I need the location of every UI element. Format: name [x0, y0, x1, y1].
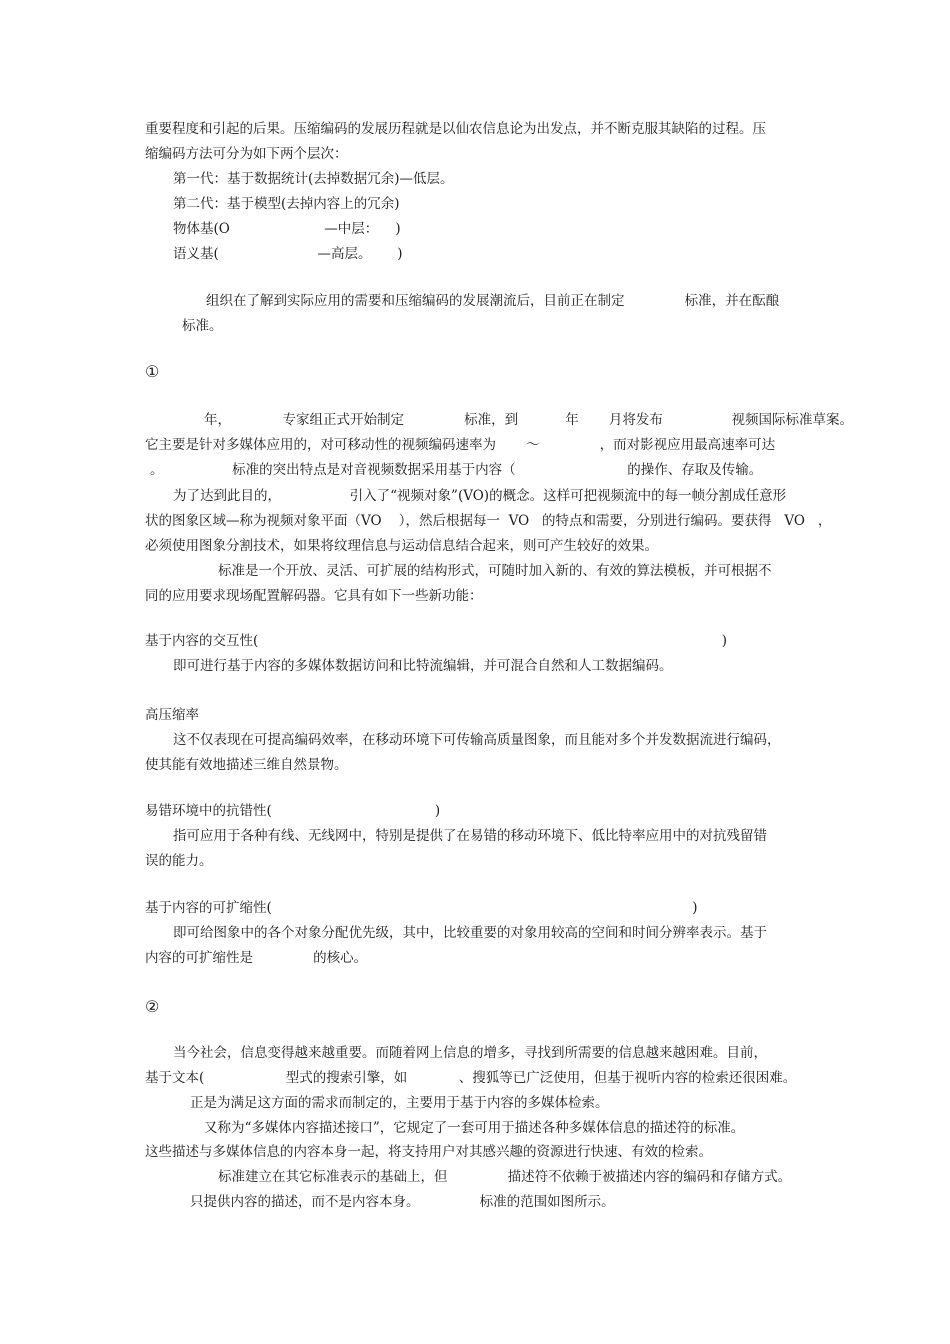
text-line: 组织在了解到实际应用的需要和压缩编码的发展潮流后，目前正在制定 标准，并在酝酿	[206, 293, 780, 309]
text-line: 即可给图象中的各个对象分配优先级，其中，比较重要的对象用较高的空间和时间分辨率表示。基于	[173, 925, 767, 941]
text-line: 第二代：基于模型(去掉内容上的冗余)	[173, 196, 400, 212]
text-line: 。 标准的突出特点是对音视频数据采用基于内容（ 的操作、存取及传输。	[150, 462, 763, 478]
text-line: 这些描述与多媒体信息的内容本身一起，将支持用户对其感兴趣的资源进行快速、有效的检索。	[145, 1144, 712, 1160]
text-line: 使其能有效地描述三维自然景物。	[145, 757, 348, 773]
text-line: 语义基( —高层。 )	[173, 246, 403, 262]
text-line: 标准。	[182, 318, 223, 334]
section-marker: ②	[145, 997, 160, 1016]
feature-heading: 基于内容的可扩缩性( )	[145, 900, 698, 916]
text-line: 内容的可扩缩性是 的核心。	[145, 950, 368, 966]
text-line: 指可应用于各种有线、无线网中，特别是提供了在易错的移动环境下、低比特率应用中的对抗残留错	[173, 828, 767, 844]
text-line: 为了达到此目的， 引入了“视频对象”(VO)的概念。这样可把视频流中的每一帧分割成任意形	[173, 488, 787, 504]
text-line: 同的应用要求现场配置解码器。它具有如下一些新功能：	[145, 588, 483, 604]
text-line: 标准建立在其它标准表示的基础上，但 描述符不依赖于被描述内容的编码和存储方式。	[218, 1169, 792, 1185]
text-line: 第一代：基于数据统计(去掉数据冗余)—低层。	[173, 171, 454, 187]
text-line: 重要程度和引起的后果。压缩编码的发展历程就是以仙农信息论为出发点，并不断克服其缺陷的过程。压	[145, 121, 766, 137]
text-line: 即可进行基于内容的多媒体数据访问和比特流编辑，并可混合自然和人工数据编码。	[173, 658, 673, 674]
text-line: 当今社会，信息变得越来越重要。而随着网上信息的增多，寻找到所需要的信息越来越困难。目前，	[173, 1045, 767, 1061]
text-line: 年， 专家组正式开始制定 标准，到 年 月将发布 视频国际标准草案。	[204, 412, 853, 428]
text-line: 状的图象区域—称为视频对象平面（VO ），然后根据每一 VO 的特点和需要，分别进行编码。要获得 VO ，	[145, 513, 832, 529]
text-line: 正是为满足这方面的需求而制定的，主要用于基于内容的多媒体检索。	[190, 1095, 609, 1111]
feature-heading: 易错环境中的抗错性( )	[145, 803, 441, 819]
text-line: 标准是一个开放、灵活、可扩展的结构形式，可随时加入新的、有效的算法模板，并可根据不	[218, 563, 772, 579]
text-line: 基于文本( 型式的搜索引擎，如 、搜狐等已广泛使用，但基于视听内容的检索还很困难。	[145, 1070, 797, 1086]
text-line: 缩编码方法可分为如下两个层次：	[145, 146, 348, 162]
text-line: 误的能力。	[145, 853, 213, 869]
text-line: 必须使用图象分割技术，如果将纹理信息与运动信息结合起来，则可产生较好的效果。	[145, 538, 658, 554]
text-line: 只提供内容的描述，而不是内容本身。 标准的范围如图所示。	[190, 1194, 615, 1210]
text-line: 这不仅表现在可提高编码效率，在移动环境下可传输高质量图象，而且能对多个并发数据流进行编码，	[173, 732, 781, 748]
feature-heading: 高压缩率	[145, 707, 199, 723]
feature-heading: 基于内容的交互性( )	[145, 633, 727, 649]
text-line: 物体基(O —中层： )	[173, 221, 401, 237]
text-line: 又称为“多媒体内容描述接口”，它规定了一套可用于描述各种多媒体信息的描述符的标准。	[204, 1120, 745, 1136]
section-marker: ①	[145, 362, 160, 381]
text-line: 它主要是针对多媒体应用的，对可移动性的视频编码速率为 ～ ，而对影视应用最高速率可达	[145, 437, 776, 453]
